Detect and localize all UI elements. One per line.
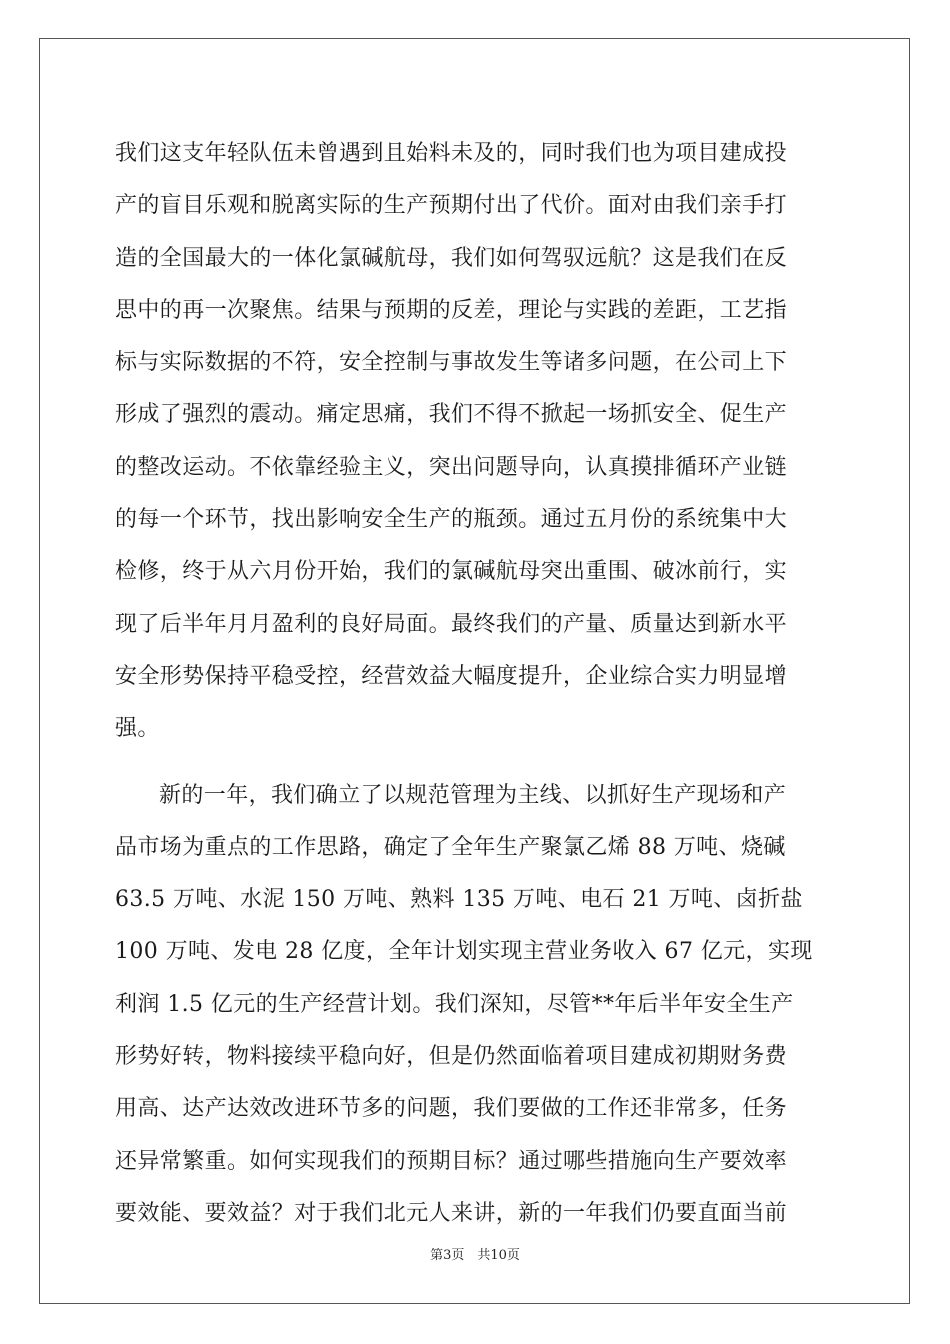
- document-body: [115, 128, 837, 1240]
- text-line: 的每一个环节，找出影响安全生产的瓶颈。通过五月份的系统集中大: [115, 507, 788, 533]
- text-line: 还异常繁重。如何实现我们的预期目标？通过哪些措施向生产要效率: [115, 1148, 788, 1174]
- text-line: 安全形势保持平稳受控，经营效益大幅度提升，企业综合实力明显增: [115, 663, 788, 689]
- text-line: 63.5 万吨、水泥 150 万吨、熟料 135 万吨、电石 21 万吨、卤折盐: [115, 887, 803, 913]
- text-line: 品市场为重点的工作思路，确定了全年生产聚氯乙烯 88 万吨、烧碱: [115, 834, 786, 860]
- text-line: 形势好转，物料接续平稳向好，但是仍然面临着项目建成初期财务费: [115, 1044, 788, 1070]
- paragraph-1: [115, 128, 837, 756]
- text-line-indented: 新的一年，我们确立了以规范管理为主线、以抓好生产现场和产: [159, 782, 787, 808]
- paragraph-gap: [115, 756, 837, 770]
- text-line: 用高、达产达效改进环节多的问题，我们要做的工作还非常多，任务: [115, 1096, 788, 1122]
- text-line: 100 万吨、发电 28 亿度，全年计划实现主营业务收入 67 亿元，实现: [115, 939, 813, 965]
- page-number-footer: 第3页 共10页: [430, 1248, 520, 1263]
- text-line: 标与实际数据的不符，安全控制与事故发生等诸多问题，在公司上下: [115, 350, 788, 376]
- text-line: 要效能、要效益？对于我们北元人来讲，新的一年我们仍要直面当前: [115, 1200, 788, 1226]
- text-line: 强。: [115, 716, 160, 742]
- text-line: 我们这支年轻队伍未曾遇到且始料未及的，同时我们也为项目建成投: [115, 141, 788, 166]
- text-line: 的整改运动。不依靠经验主义，突出问题导向，认真摸排循环产业链: [115, 454, 788, 480]
- text-line: 利润 1.5 亿元的生产经营计划。我们深知，尽管**年后半年安全生产: [115, 991, 794, 1017]
- text-line: 思中的再一次聚焦。结果与预期的反差，理论与实践的差距，工艺指: [115, 297, 788, 323]
- text-line: 现了后半年月月盈利的良好局面。最终我们的产量、质量达到新水平: [115, 611, 788, 637]
- text-line: 检修，终于从六月份开始，我们的氯碱航母突出重围、破冰前行，实: [115, 559, 788, 585]
- text-line: 产的盲目乐观和脱离实际的生产预期付出了代价。面对由我们亲手打: [115, 193, 788, 219]
- text-line: 造的全国最大的一体化氯碱航母，我们如何驾驭远航？这是我们在反: [115, 245, 788, 271]
- text-line: 形成了强烈的震动。痛定思痛，我们不得不掀起一场抓安全、促生产: [115, 402, 788, 428]
- paragraph-2: [115, 770, 837, 1241]
